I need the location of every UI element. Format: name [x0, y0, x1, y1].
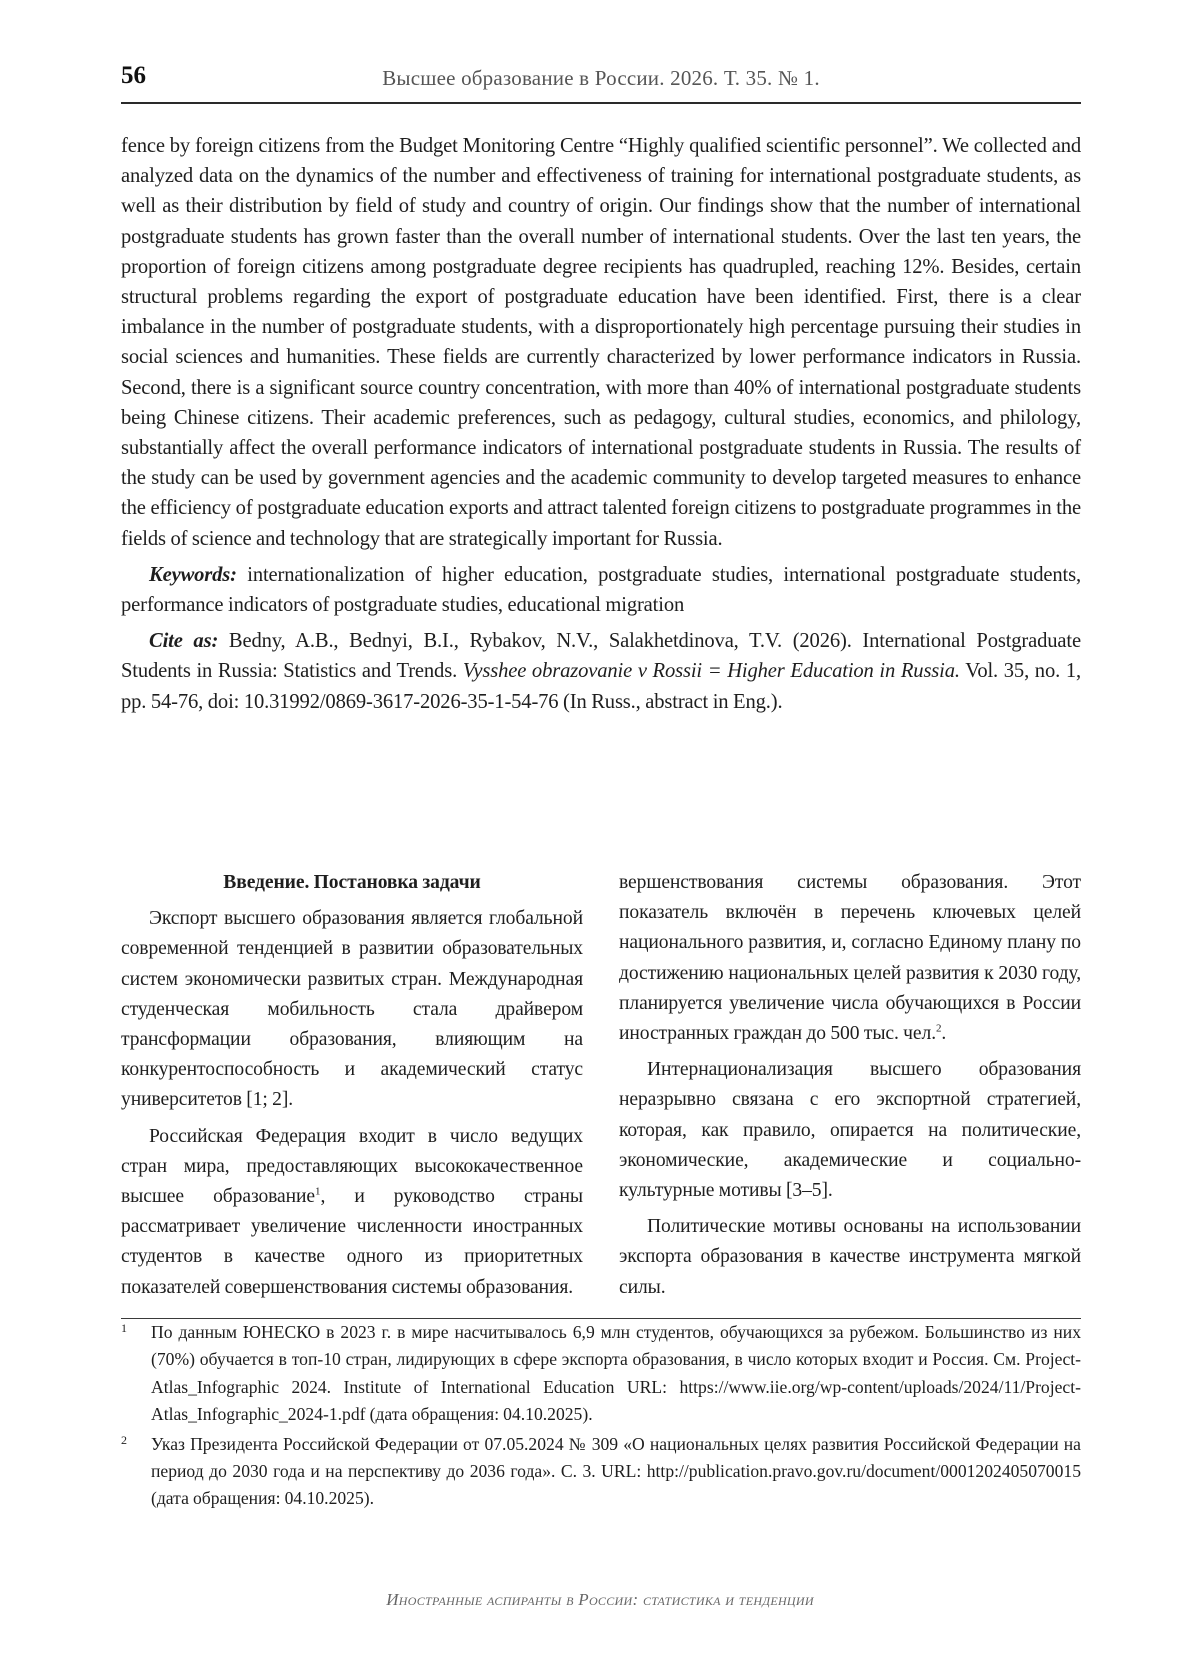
footnote-2 [121, 1431, 1081, 1513]
cite-journal: Vysshee obrazovanie v Rossii = Higher Education in Russia. [462, 660, 960, 683]
left-column [121, 868, 583, 1303]
footnote-2-text: Указ Президента Российской Федерации от 07.05.2024 № 309 «О национальных целях развития Российской Федерации на период до 2030 года и на перспективу до 2036 года». С. 3. URL: http://publication.pravo.gov.ru/document/0001202405070015 (дата обращения: 04.10.2025). [151, 1433, 1081, 1509]
right-paragraph-2: Интернационализация высшего образования неразрывно связана с его экспортной стратегией, которая, как правило, опирается на политические, экономические, академические и социально-культурные мотивы [3–5]. [619, 1059, 1081, 1202]
cite-label: Cite as: [149, 630, 219, 653]
left-paragraph-2 [121, 1122, 583, 1303]
right-paragraph-3: Политические мотивы основаны на использовании экспорта образования в качестве инструмента мягкой силы. [619, 1216, 1081, 1298]
footnote-ref-1[interactable]: 1 [315, 1185, 321, 1198]
left-paragraph-2-b: , и руководство страны рассматривает увеличение численности иностранных студентов в качестве одного из приоритетных показателей совершенствования системы образования. [121, 1186, 583, 1298]
footnote-1-mark: 1 [121, 1321, 127, 1335]
abstract [121, 131, 1081, 717]
cite-text-authors: Bedny, A.B., Bednyi, B.I., Rybakov, N.V., Salakhetdinova, T.V. (2026). International Postgraduate Students in Russia: Statistics and Trends. [121, 630, 1081, 683]
citation [121, 626, 1081, 717]
page-header [121, 62, 1081, 104]
right-paragraph-1-a: вершенствования системы образования. Этот показатель включён в перечень ключевых целей национального развития, и, согласно Единому плану по достижению национальных целей развития к 2030 году, планируется увеличение числа обучающихся в России иностранных граждан до 500 тыс. чел. [619, 872, 1081, 1045]
left-paragraph-1: Экспорт высшего образования является глобальной современной тенденцией в развитии образовательных систем экономически развитых стран. Международная студенческая мобильность стала драйвером трансформации образования, влияющим на конкурентоспособность и академический статус университетов [1; 2]. [121, 908, 583, 1111]
footnote-1-text: По данным ЮНЕСКО в 2023 г. в мире насчитывалось 6,9 млн студентов, обучающихся за рубежом. Большинство из них (70%) обучается в топ-10 стран, лидирующих в сфере экспорта образования, в число которых входит и Россия. См. Project-Atlas_Infographic 2024. Institute of International Education URL: https://www.iie.org/wp-content/uploads/2024/11/Project-Atlas_Infographic_2024-1.pdf (дата обращения: 04.10.2025). [151, 1322, 1081, 1425]
abstract-text: fence by foreign citizens from the Budget Monitoring Centre “Highly qualified scientific personnel”. We collected and analyzed data on the dynamics of the number and effectiveness of training for international postgraduate students, as well as their distribution by field of study and country of origin. Our findings show that the number of international postgraduate students has grown faster than the overall number of international students. Over the last ten years, the proportion of foreign citizens among postgraduate degree recipients has quadrupled, reaching 12%. Besides, certain structural problems regarding the export of postgraduate education have been identified. First, there is a clear imbalance in the number of postgraduate students, with a disproportionately high percentage pursuing their studies in social sciences and humanities. These fields are currently characterized by lower performance indicators in Russia. Second, there is a significant source country concentration, with more than 40% of international postgraduate students being Chinese citizens. Their academic preferences, such as pedagogy, cultural studies, economics, and philology, substantially affect the overall performance indicators of international postgraduate students in Russia. The results of the study can be used by government agencies and the academic community to develop targeted measures to enhance the efficiency of postgraduate education exports and attract talented foreign citizens to postgraduate programmes in the fields of science and technology that are strategically important for Russia. [121, 135, 1081, 550]
keywords-text: internationalization of higher education, postgraduate studies, international postgraduate students, performance indicators of postgraduate studies, educational migration [121, 563, 1081, 617]
keywords-label: Keywords: [149, 563, 237, 586]
right-paragraph-1 [619, 868, 1081, 1049]
footnote-2-mark: 2 [121, 1432, 127, 1447]
page-number: 56 [121, 62, 146, 89]
left-paragraph-2-a: Российская Федерация входит в число ведущих стран мира, предоставляющих высококачественное высшее образование [121, 1125, 583, 1208]
keywords [121, 560, 1081, 620]
page-footer: Иностранные аспиранты в России: статистика и тенденции [386, 1590, 814, 1609]
right-column [619, 868, 1081, 1303]
footnote-ref-2[interactable]: 2 [936, 1022, 942, 1035]
body-columns [121, 868, 1081, 1304]
running-title: Высшее образование в России. 2026. Т. 35. № 1. [382, 66, 820, 90]
cite-text-details: Vol. 35, no. 1, pp. 54-76, doi: 10.31992/0869-3617-2026-35-1-54-76 (In Russ., abstract in Eng.). [121, 660, 1081, 713]
footnote-1 [121, 1319, 1081, 1429]
section-title: Введение. Постановка задачи [223, 872, 481, 893]
footnotes [121, 1318, 1081, 1513]
right-paragraph-1-b: . [941, 1023, 947, 1045]
